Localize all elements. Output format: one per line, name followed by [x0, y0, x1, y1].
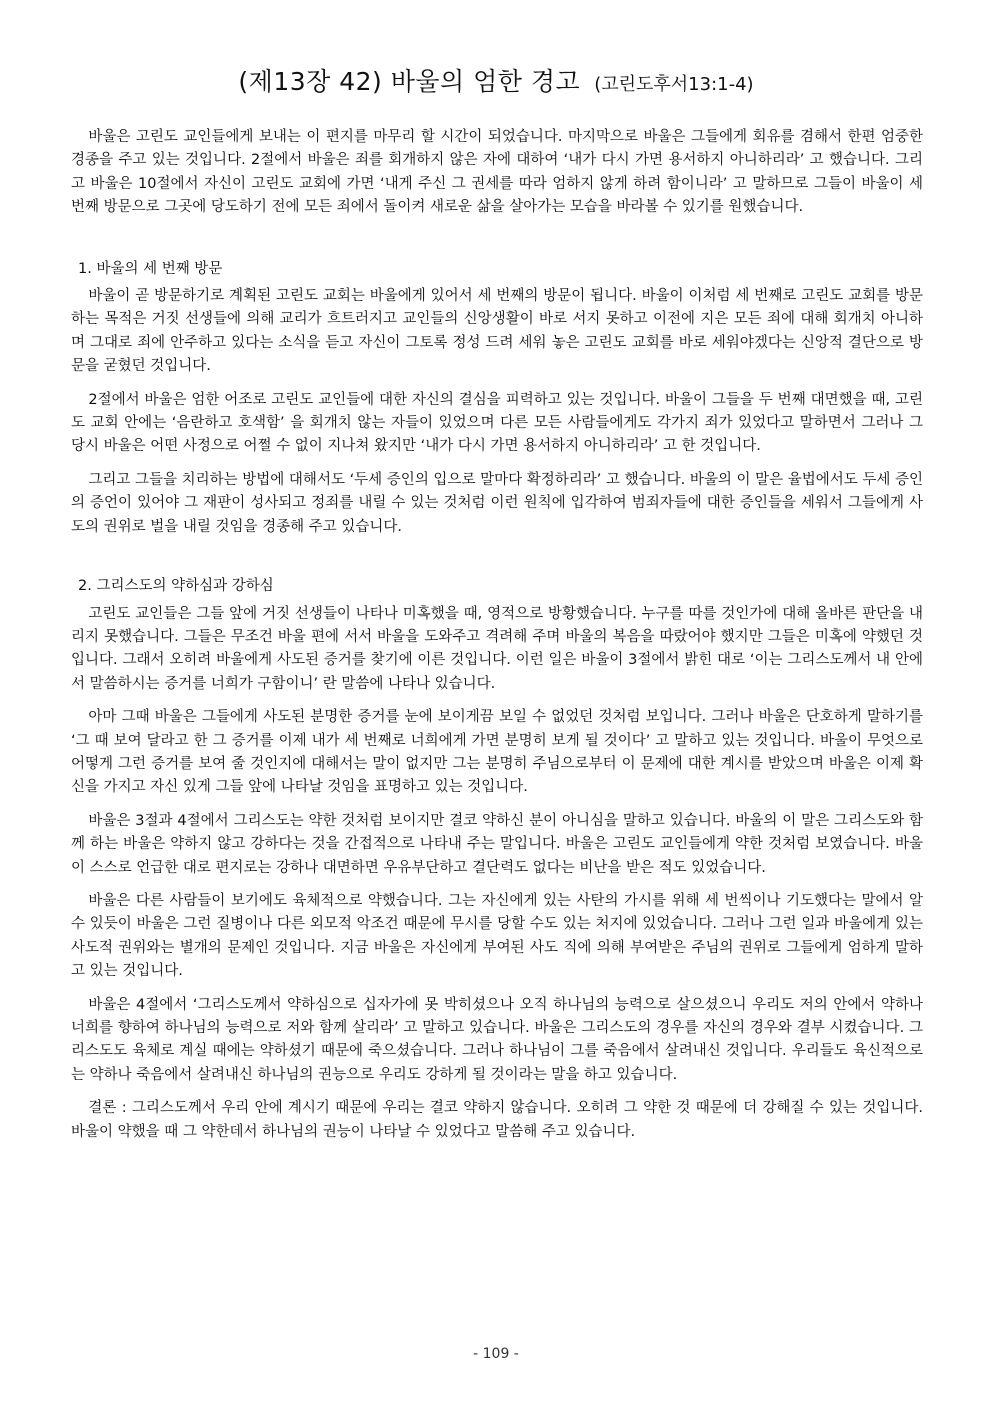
section-2-paragraph: 바울은 다른 사람들이 보기에도 육체적으로 약했습니다. 그는 자신에게 있는 사탄의 가시를 위해 세 번씩이나 기도했다는 말에서 알 수 있듯이 바울은 그런 질병이나 다른 외모적 악조건 때문에 무시를 당할 수도 있는 처지에 있었습니다. 그러나 그런 일과 바울에게 있는 사도적 권위와는 별개의 문제인 것입니다. 지금 바울은 자신에게 부여된 사도 직에 의해 부여받은 주님의 권위로 그들에게 엄하게 말하고 있는 것입니다.: [71, 892, 923, 980]
section-1-paragraph: 그리고 그들을 치리하는 방법에 대해서도 ‘두세 증인의 입으로 말마다 확정하리라’ 고 했습니다. 바울의 이 말은 율법에서도 두세 증인의 증언이 있어야 그 재판이 성사되고 정죄를 내릴 수 있는 것처럼 이런 원칙에 입각하여 범죄자들에 대한 증인들을 세워서 그들에게 사도의 권위로 벌을 내릴 것임을 경종해 주고 있습니다.: [71, 471, 923, 535]
section-2-heading: 2. 그리스도의 약하심과 강하심: [78, 578, 274, 595]
intro-paragraph: 바울은 고린도 교인들에게 보내는 이 편지를 마무리 할 시간이 되었습니다. 마지막으로 바울은 그들에게 회유를 겸해서 한편 엄중한 경종을 주고 있는 것입니다. 2절에서 바울은 죄를 회개하지 않은 자에 대하여 ‘내가 다시 가면 용서하지 아니하리라’ 고 했습니다. 그리고 바울은 10절에서 자신이 고린도 교회에 가면 ‘내게 주신 그 권세를 따라 엄하지 않게 하려 함이니라’ 고 말하므로 그들이 바울이 세 번째 방문으로 그곳에 당도하기 전에 모든 죄에서 돌이켜 새로운 삶을 살아가는 모습을 바라볼 수 있기를 원했습니다.: [71, 129, 923, 216]
page-title: [0, 62, 992, 105]
title-main: (제13장 42) 바울의 엄한 경고: [238, 67, 581, 96]
section-2-paragraph: 바울은 4절에서 ‘그리스도께서 약하심으로 십자가에 못 박히셨으나 오직 하나님의 능력으로 살으셨으니 우리도 저의 안에서 약하나 너희를 향하여 하나님의 능력으로 저와 함께 살리라’ 고 말하고 있습니다. 바울은 그리스도의 경우를 자신의 경우와 결부 시켰습니다. 그리스도도 육체로 계실 때에는 약하셨기 때문에 죽으셨습니다. 그러나 하나님이 그를 죽음에서 살려내신 것입니다. 우리들도 육신적으로는 약하나 죽음에서 살려내신 하나님의 권능으로 우리도 강하게 될 것이라는 말을 하고 있습니다.: [71, 996, 923, 1083]
title-reference: (고린도후서13:1-4): [594, 74, 754, 95]
section-2-paragraph: 아마 그때 바울은 그들에게 사도된 분명한 증거를 눈에 보이게끔 보일 수 없었던 것처럼 보입니다. 그러나 바울은 단호하게 말하기를 ‘그 때 보여 달라고 한 그 증거를 이제 내가 세 번째로 너희에게 가면 분명히 보게 될 것이다’ 고 말하고 있는 것입니다. 바울이 무엇으로 어떻게 그런 증거를 보여 줄 것인지에 대해서는 말이 없지만 그는 분명히 주님으로부터 이 문제에 대한 계시를 받았으며 바울은 이제 확신을 가지고 자신 있게 그들 앞에 나타날 것임을 표명하고 있는 것입니다.: [71, 709, 923, 796]
conclusion-paragraph: 결론 : 그리스도께서 우리 안에 계시기 때문에 우리는 결코 약하지 않습니다. 오히려 그 약한 것 때문에 더 강해질 수 있는 것입니다. 바울이 약했을 때 그 약한데서 하나님의 권능이 나타날 수 있었다고 말씀해 주고 있습니다.: [71, 1100, 923, 1140]
document-body: [71, 126, 923, 1144]
section-2-paragraph: 바울은 3절과 4절에서 그리스도는 약한 것처럼 보이지만 결코 약하신 분이 아니심을 말하고 있습니다. 바울의 이 말은 그리스도와 함께 하는 바울은 약하지 않고 강하다는 것을 간접적으로 나타내 주는 말입니다. 바울은 고린도 교인들에게 약한 것처럼 보였습니다. 바울이 스스로 언급한 대로 편지로는 강하나 대면하면 우유부단하고 결단력도 없다는 비난을 받은 적도 있었습니다.: [71, 812, 923, 876]
section-2-paragraph: 고린도 교인들은 그들 앞에 거짓 선생들이 나타나 미혹했을 때, 영적으로 방황했습니다. 누구를 따를 것인가에 대해 올바른 판단을 내리지 못했습니다. 그들은 무조건 바울 편에 서서 바울을 도와주고 격려해 주며 바울의 복음을 따랐어야 했지만 그들은 미혹에 약했던 것입니다. 그래서 오히려 바울에게 사도된 증거를 찾기에 이른 것입니다. 이런 일은 바울이 3절에서 밝힌 대로 ‘이는 그리스도께서 내 안에서 말씀하시는 증거를 너희가 구함이니’ 란 말씀에 나타나 있습니다.: [71, 605, 923, 692]
section-1-paragraph: 2절에서 바울은 엄한 어조로 고린도 교인들에 대한 자신의 결심을 피력하고 있는 것입니다. 바울이 그들을 두 번째 대면했을 때, 고린도 교회 안에는 ‘음란하고 호색함’ 을 회개치 않는 자들이 있었으며 다른 모든 사람들에게도 각가지 죄가 있었다고 말하면서 그러나 그 당시 바울은 어떤 사정으로 어쩔 수 없이 지나쳐 왔지만 ‘내가 다시 가면 용서하지 아니하리라’ 고 한 것입니다.: [71, 391, 923, 455]
section-1-paragraph: 바울이 곧 방문하기로 계획된 고린도 교회는 바울에게 있어서 세 번째의 방문이 됩니다. 바울이 이처럼 세 번째로 고린도 교회를 방문하는 목적은 거짓 선생들에 의해 교리가 흐트러지고 교인들의 신앙생활이 바로 서지 못하고 이전에 지은 모든 죄에 대해 회개치 아니하며 그대로 죄에 안주하고 있다는 소식을 듣고 자신이 그토록 정성 드려 세워 놓은 고린도 교회를 바로 세워야겠다는 신앙적 결단으로 방문을 굳혔던 것입니다.: [71, 288, 923, 375]
section-1-heading: 1. 바울의 세 번째 방문: [78, 260, 223, 277]
page-number: - 109 -: [473, 1346, 519, 1362]
